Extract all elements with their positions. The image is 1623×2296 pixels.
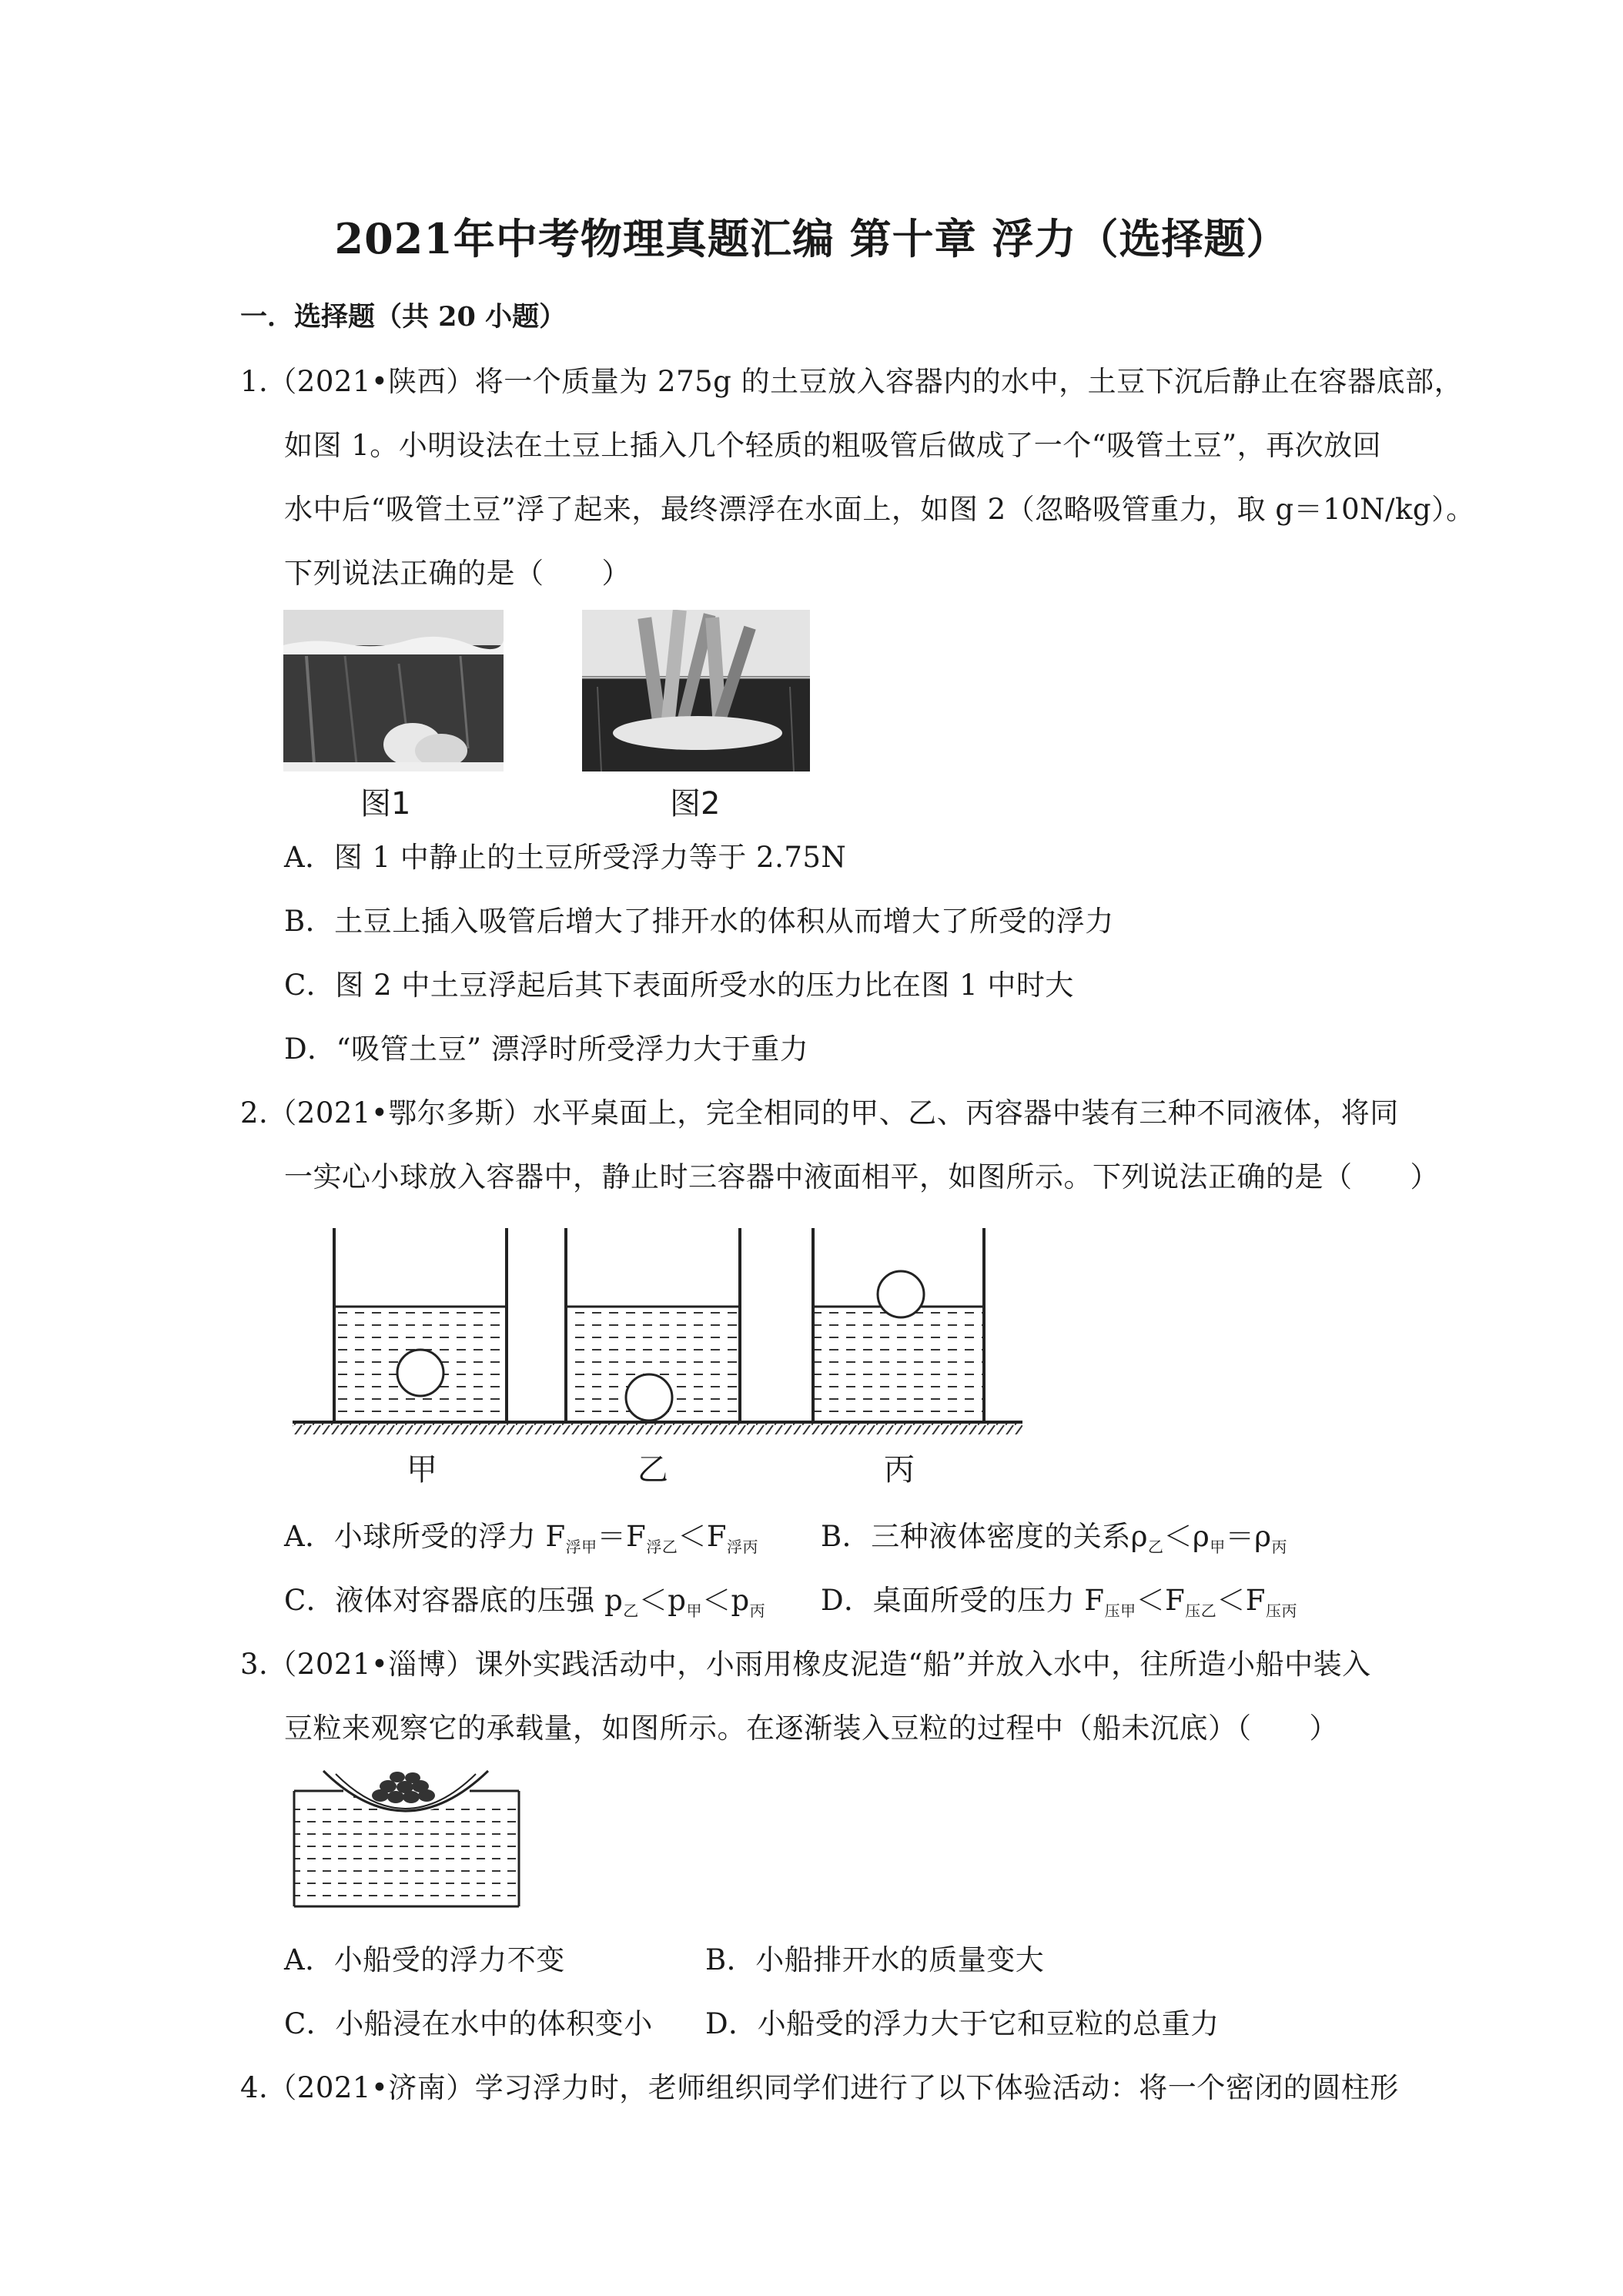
q4-line-1: 4.（2021•济南）学习浮力时，老师组织同学们进行了以下体验活动：将一个密闭的圆柱形 [240,2071,1399,2104]
container-jia [334,1228,507,1422]
q1-figure-2-photo [582,610,810,771]
container-label-yi: 乙 [637,1452,668,1488]
container-bing [813,1228,984,1422]
q1-line-2: 如图 1。小明设法在土豆上插入几个轻质的粗吸管后做成了一个“吸管土豆”，再次放回 [284,429,1382,462]
q1-line-4: 下列说法正确的是（ ） [284,557,631,590]
q1-figure-2-label: 图2 [670,786,721,822]
container-label-jia: 甲 [407,1452,437,1488]
q1-option-b: B．土豆上插入吸管后增大了排开水的体积从而增大了所受的浮力 [284,905,1114,938]
q1-option-d: D．“吸管土豆” 漂浮时所受浮力大于重力 [284,1033,809,1066]
q2-option-b: B．三种液体密度的关系$\rho_乙<\rho_甲=\rho_丙$ [821,1520,1287,1556]
container-yi [566,1228,740,1422]
q1-line-1: 1.（2021•陕西）将一个质量为 275g 的土豆放入容器内的水中，土豆下沉后静止在容器底部， [240,365,1464,398]
q2-line-2: 一实心小球放入容器中，静止时三容器中液面相平，如图所示。下列说法正确的是（ ） [284,1160,1439,1193]
ball-yi [626,1374,672,1421]
q1-figure-1-photo [283,610,504,771]
q2-option-a: A．小球所受的浮力 $F_{浮甲}=F_{浮乙}<F_{浮丙}$ [284,1520,759,1556]
q2-option-d: D．桌面所受的压力 $F_{压甲}<F_{压乙}<F_{压丙}$ [821,1584,1297,1620]
section-heading: 一．选择题（共 20 小题） [240,301,567,333]
q3-option-c: C．小船浸在水中的体积变小 [284,2007,653,2040]
q2-option-c: C．液体对容器底的压强 $p_乙<p_甲<p_丙$ [284,1584,766,1620]
q3-line-1: 3.（2021•淄博）课外实践活动中，小雨用橡皮泥造“船”并放入水中，往所造小船中装入 [240,1648,1371,1681]
ball-bing [878,1271,924,1317]
page-title: 2021年中考物理真题汇编 第十章 浮力（选择题） [334,214,1289,263]
q2-containers-diagram [285,1220,1024,1451]
q1-option-c: C．图 2 中土豆浮起后其下表面所受水的压力比在图 1 中时大 [284,969,1074,1002]
container-label-bing: 丙 [884,1452,915,1488]
q1-option-a: A．图 1 中静止的土豆所受浮力等于 2.75N [284,841,847,874]
q2-line-1: 2.（2021•鄂尔多斯）水平桌面上，完全相同的甲、乙、丙容器中装有三种不同液体，将同 [240,1096,1399,1130]
q3-option-a: A．小船受的浮力不变 [284,1943,565,1976]
q3-boat-diagram [289,1766,525,1913]
q3-line-2: 豆粒来观察它的承载量，如图所示。在逐渐装入豆粒的过程中（船未沉底）（ ） [284,1712,1338,1745]
q3-option-d: D．小船受的浮力大于它和豆粒的总重力 [705,2007,1220,2040]
q3-option-b: B．小船排开水的质量变大 [705,1943,1045,1976]
ball-jia [397,1350,443,1396]
q1-line-3: 水中后“吸管土豆”浮了起来，最终漂浮在水面上，如图 2（忽略吸管重力，取 g＝10N/kg）。 [284,493,1475,526]
q1-figure-1-label: 图1 [360,786,411,822]
